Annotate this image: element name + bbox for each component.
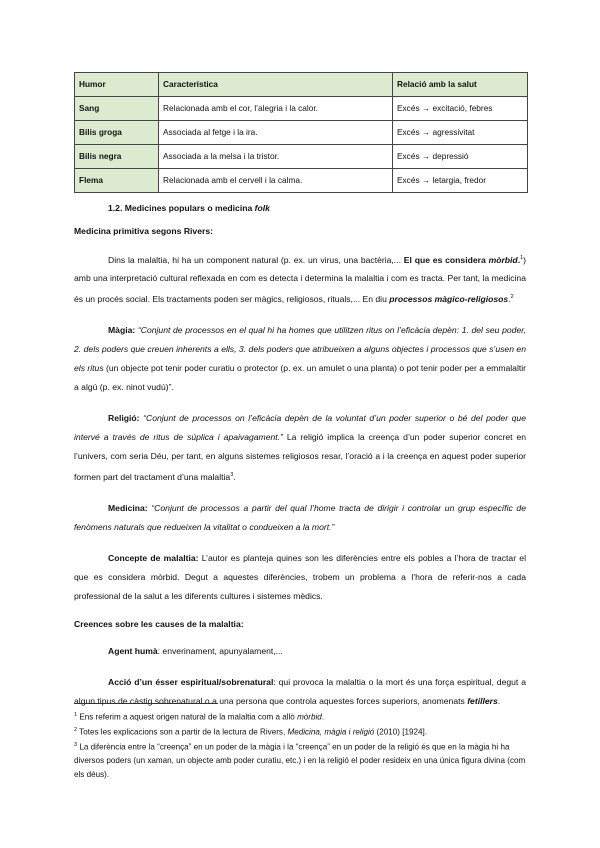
paragraph-concepte	[74, 549, 526, 606]
intro-emphasis: processos màgico-religiosos	[389, 294, 509, 305]
table-header-row	[75, 73, 528, 97]
section-title-italic: folk	[254, 203, 270, 213]
intro-bold: El que es considera	[403, 254, 486, 265]
section-title-text: Medicines populars o medicina	[124, 203, 253, 213]
footnote-emphasis: Medicina, màgia i religió	[287, 727, 375, 737]
intro-text: Dins la malaltia, hi ha un component natural (p. ex. un virus, una bactèria,...	[108, 254, 401, 265]
table-row	[75, 121, 528, 145]
table-cell-relacio: Excés → agressivitat	[393, 121, 528, 145]
table-row	[75, 97, 528, 121]
paragraph-medicina: Medicina: “Conjunt de processos a partir del qual l’home tracta de dirigir i controlar un grup específic de fenòmens naturals que redueixen la vitalitat o condueixen a la mort.”	[74, 503, 526, 533]
footnote-divider	[74, 703, 218, 704]
medicina-label: Medicina	[108, 503, 145, 514]
paragraph-intro	[74, 249, 526, 310]
medicina-quote: “Conjunt de processos a partir del qual l’home tracta de dirigir i controlar un grup específic de fenòmens naturals que redueixen la vitalitat o condueixen a la mort.”	[74, 503, 526, 533]
agent-huma-item	[108, 642, 526, 661]
accio-end: .	[497, 695, 501, 706]
footnote-text: La diferència entre la “creença” en un poder de la màgia i la “creença” en un poder de la religió és que en la màgia hi ha diversos poders (un xaman, un objecte amb poder curatiu, etc.) i en la religió el poder resideix en una única figura divina (com els déus).	[74, 742, 526, 779]
creences-heading: Creences sobre les causes de la malaltia:	[74, 619, 244, 630]
table-header-relacio: Relació amb la salut	[393, 73, 528, 97]
footnote-emphasis: mòrbid	[297, 712, 322, 722]
table-cell-relacio: Excés → depressió	[393, 145, 528, 169]
concepte-text: L’autor es planteja quines son les diferències entre els pobles a l’hora de tractar el que es considera mòrbid. Degut a aquestes diferències, trobem un problema a l’hora de referir-nos a cada professional de la salut a les diferents cultures i sistemes mèdics.	[74, 553, 526, 602]
paragraph-religio: Religió: “Conjunt de processos on l’eficàcia depèn de la voluntat d’un poder superior o bé del poder que intervé a través de ritus de súplica i apaivagament.” La religió implica la creença d’un poder superior concret en l’univers, com seria Déu, per tant, en alguns sistemes religiosos resar, l’oració a i la creença en aquest poder superior formen part del tractament d’una malaltia$^3$.	[74, 413, 527, 483]
table-cell-humor: Flema	[75, 169, 159, 193]
paragraph-magia: Màgia: “Conjunt de processos en el qual hi ha homes que utilitzen ritus on l’eficàcia depèn: 1. del seu poder, 2. dels poders que creuen inherents a ells, 3. dels poders que atribueixen a alguns objectes i processos que s’usen en els ritus (un objecte pot tenir poder curatiu o protector (p. ex. un amulet o una planta) o pot tenir poder per a emmalaltir a algú (p. ex. ninot vudú)”.	[74, 325, 527, 393]
intro-end: .	[508, 294, 511, 305]
section-title	[108, 203, 526, 213]
footnote-end: .	[321, 712, 325, 722]
magia-text: (un objecte pot tenir poder curatiu o protector (p. ex. un amulet o una planta) o pot tenir poder per a emmalaltir a algú (p. ex. ninot vudú)”.	[74, 363, 527, 393]
table-header-humor: Humor	[75, 73, 159, 97]
footnote-number: 1	[74, 712, 78, 718]
intro-bold-italic: mòrbid	[488, 254, 518, 265]
table-cell-humor: Sang	[75, 97, 159, 121]
footnote-2	[74, 724, 526, 739]
accio-text: : qui provoca la malaltia o la mort és una força espiritual, degut a algun tipus de càstig sobrenatural o a una persona que controla aquestes forces superiors, anomenats	[74, 676, 526, 706]
footnote-ref-1[interactable]: 1	[520, 254, 524, 261]
footnote-ref-3[interactable]: 3	[230, 472, 234, 479]
religio-end: .	[233, 472, 236, 483]
footnote-end: (2010) [1924].	[376, 727, 427, 737]
religio-label: Religió	[108, 413, 137, 424]
table-cell-caracteristica: Relacionada amb el cor, l’alegria i la calor.	[159, 97, 393, 121]
footnote-ref-2[interactable]: 2	[510, 294, 514, 301]
religio-quote: “Conjunt de processos on l’eficàcia depèn de la voluntat d’un poder superior o bé del poder que intervé a través de ritus de súplica i apaivagament.”	[74, 413, 526, 443]
table-cell-relacio: Excés → letargia, fredor	[393, 169, 528, 193]
agent-text: : enverinament, apunyalament,...	[157, 645, 283, 656]
accio-label: Acció d’un ésser espiritual/sobrenatural	[108, 676, 274, 687]
concepte-label: Concepte de malaltia:	[108, 553, 199, 564]
magia-label: Màgia	[108, 325, 133, 336]
table-cell-humor: Bilis groga	[75, 121, 159, 145]
intro-text-2: ) amb una interpretació cultural reflexada en com es detecta i determina la malaltia i com es tracta. Per tant, la medicina és un procés social. Els tractaments poden ser màgics, religiosos, rituals,... En diu	[74, 254, 527, 305]
table-cell-relacio: Excés → excitació, febres	[393, 97, 528, 121]
footnote-1	[74, 709, 526, 724]
rivers-heading: Medicina primitiva segons Rivers:	[74, 226, 213, 237]
accio-espiritual-item	[74, 673, 526, 711]
table-cell-humor: Bilis negra	[75, 145, 159, 169]
section-number: 1.2.	[108, 203, 123, 213]
humors-table	[74, 72, 528, 193]
footnote-3	[74, 739, 526, 781]
table-cell-caracteristica: Associada al fetge i la ira.	[159, 121, 393, 145]
table-cell-caracteristica: Relacionada amb el cervell i la calma.	[159, 169, 393, 193]
religio-text: La religió implica la creença d’un poder superior concret en l’univers, com seria Déu, per tant, en alguns sistemes religiosos resar, l’oració a i la creença en aquest poder superior formen part del tractament d’una malaltia	[74, 432, 527, 483]
magia-quote: “Conjunt de processos en el qual hi ha homes que utilitzen ritus on l’eficàcia depèn: 1. del seu poder, 2. dels poders que creuen inherents a ells, 3. dels poders que atribueixen a alguns objectes i processos que s’usen en els ritus	[74, 325, 526, 374]
table-header-caracteristica: Característica	[159, 73, 393, 97]
table-row	[75, 169, 528, 193]
footnotes	[74, 709, 526, 781]
intro-dot: .	[517, 254, 521, 265]
footnote-text: Ens referim a aquest origen natural de la malaltia com a allò	[79, 712, 295, 722]
footnote-text: Totes les explicacions son a partir de la lectura de Rivers,	[79, 727, 286, 737]
agent-label: Agent humà	[108, 645, 158, 656]
footnote-number: 2	[74, 727, 78, 734]
footnote-number: 3	[74, 742, 78, 749]
accio-emphasis: fetillers	[467, 695, 498, 706]
document-page	[74, 72, 526, 711]
table-cell-caracteristica: Associada a la melsa i la tristor.	[159, 145, 393, 169]
table-row	[75, 145, 528, 169]
